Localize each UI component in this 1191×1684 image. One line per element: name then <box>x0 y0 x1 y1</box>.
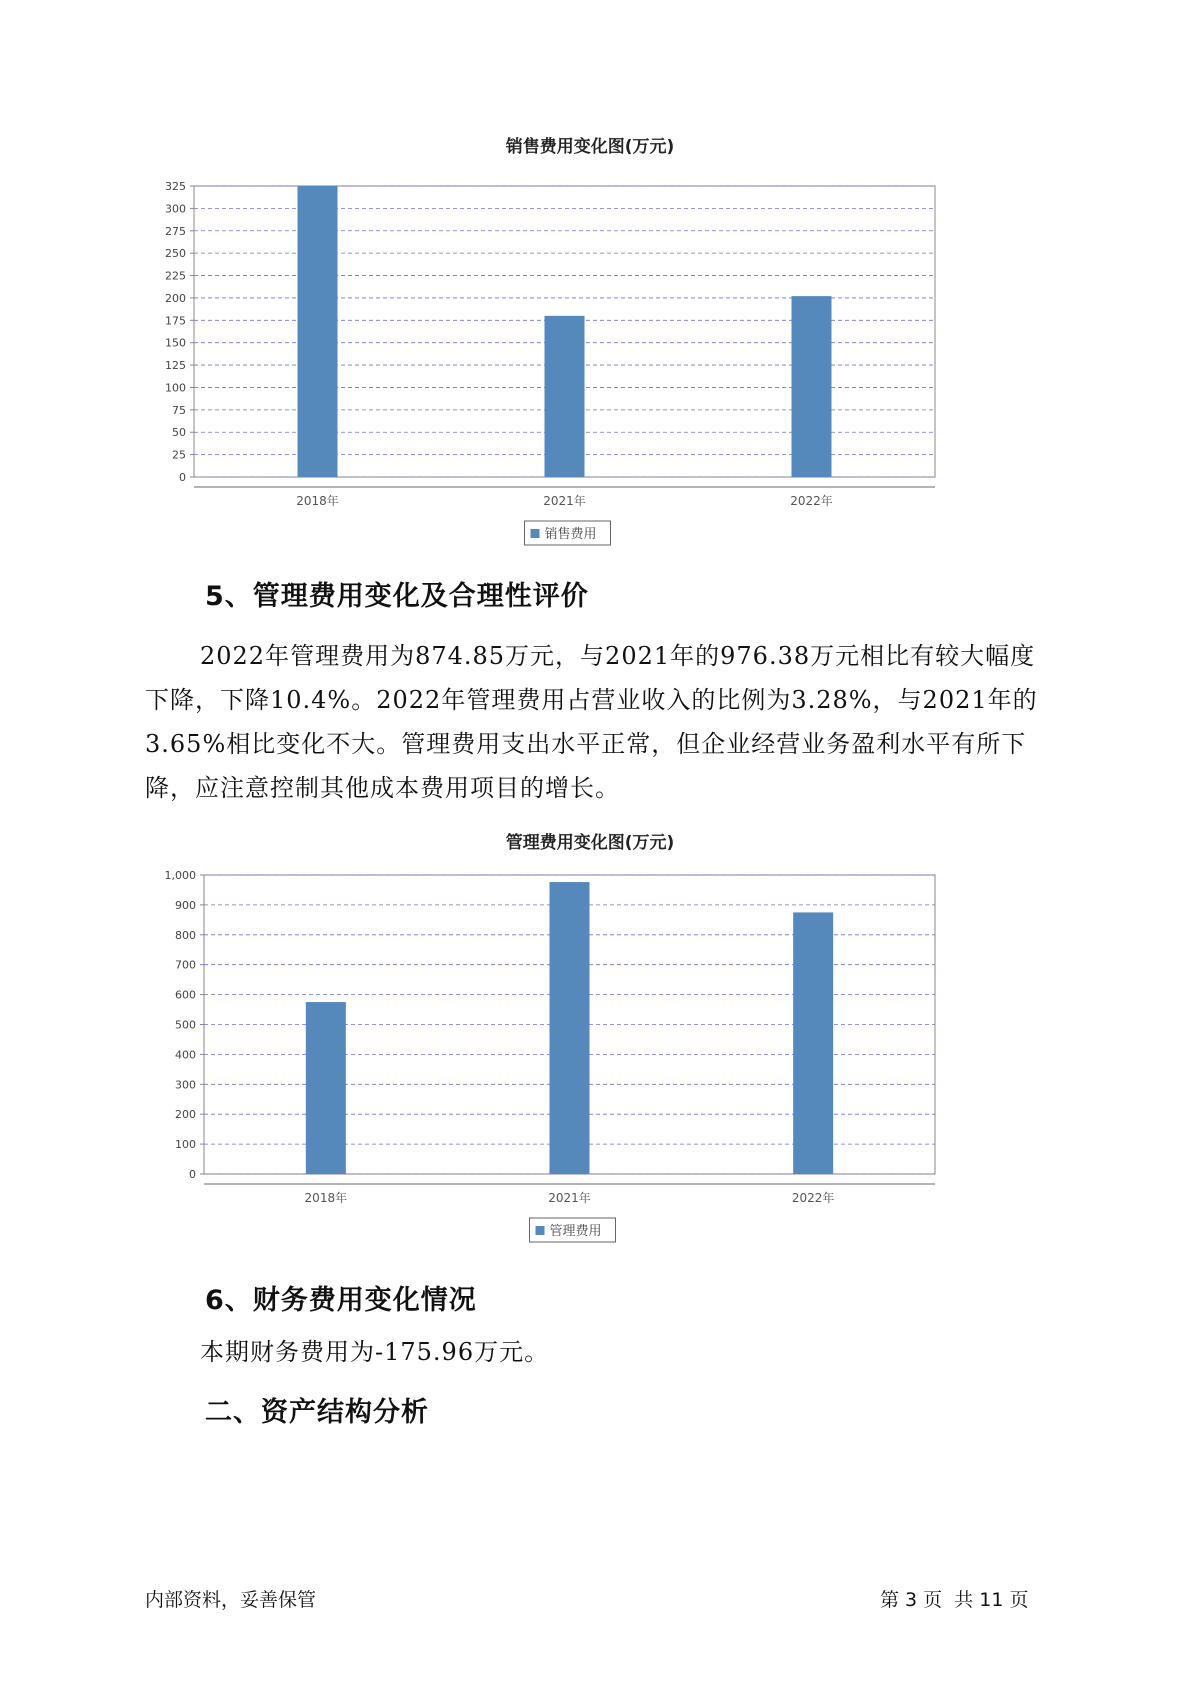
y-tick-label: 125 <box>165 359 186 373</box>
y-tick-label: 175 <box>165 314 186 328</box>
bar <box>792 296 832 477</box>
y-tick-label: 250 <box>165 247 186 261</box>
y-tick-label: 300 <box>165 202 186 216</box>
chart-title: 管理费用变化图(万元) <box>505 833 675 853</box>
y-tick-label: 600 <box>175 988 196 1002</box>
bar <box>545 316 585 477</box>
y-tick-label: 800 <box>175 928 196 942</box>
admin-expense-chart <box>140 826 1040 1246</box>
finance-expense-text: 本期财务费用为-175.96万元。 <box>200 1338 550 1366</box>
y-tick-label: 150 <box>165 336 186 350</box>
y-tick-label: 325 <box>165 180 186 193</box>
y-tick-label: 700 <box>175 958 196 972</box>
admin-analysis-paragraph <box>145 634 1055 810</box>
y-tick-label: 200 <box>165 291 186 305</box>
legend-label: 销售费用 <box>544 527 597 542</box>
section-heading-asset-structure: 二、资产结构分析 <box>205 1397 429 1428</box>
y-tick-label: 0 <box>179 471 186 484</box>
y-tick-label: 200 <box>175 1108 196 1122</box>
legend-swatch <box>531 529 540 538</box>
admin-expense-chart-svg <box>140 826 1040 1246</box>
y-tick-label: 100 <box>175 1138 196 1152</box>
footer-page-number: 第 3 页 共 11 页 <box>880 1589 1029 1611</box>
finance-expense-paragraph <box>145 1330 1055 1374</box>
bar <box>298 186 338 477</box>
section-heading-finance-expense: 6、财务费用变化情况 <box>205 1285 477 1316</box>
admin-analysis-text: 2022年管理费用为874.85万元，与2021年的976.38万元相比有较大幅度下降，下降10.4%。2022年管理费用占营业收入的比例为3.28%，与2021年的3.65%相比变化不大。管理费用支出水平正常，但企业经营业务盈利水平有所下降，应注意控制其他成本费用项目的增长。 <box>145 642 1038 802</box>
y-tick-label: 75 <box>172 403 186 417</box>
legend-label: 管理费用 <box>549 1224 602 1239</box>
y-tick-label: 1,000 <box>164 869 196 882</box>
bar <box>793 912 833 1174</box>
x-tick-label: 2022年 <box>791 1191 835 1205</box>
sales-expense-chart-svg <box>140 130 1040 550</box>
y-tick-label: 275 <box>165 224 186 238</box>
sales-expense-chart <box>140 130 1040 550</box>
y-tick-label: 225 <box>165 269 186 283</box>
y-tick-label: 100 <box>165 381 186 395</box>
x-tick-label: 2018年 <box>304 1191 348 1205</box>
y-tick-label: 300 <box>175 1078 196 1092</box>
legend-swatch <box>536 1226 545 1235</box>
y-tick-label: 400 <box>175 1048 196 1062</box>
y-tick-label: 0 <box>189 1168 196 1181</box>
y-tick-label: 500 <box>175 1018 196 1032</box>
y-tick-label: 900 <box>175 898 196 912</box>
bar <box>306 1002 346 1174</box>
bar <box>550 882 590 1174</box>
footer-left: 内部资料，妥善保管 <box>145 1589 317 1611</box>
chart-title: 销售费用变化图(万元) <box>505 137 675 157</box>
x-tick-label: 2018年 <box>296 494 339 508</box>
x-tick-label: 2022年 <box>790 494 833 508</box>
y-tick-label: 25 <box>172 448 186 462</box>
section-heading-admin-expense: 5、管理费用变化及合理性评价 <box>205 581 589 612</box>
y-tick-label: 50 <box>172 426 186 440</box>
x-tick-label: 2021年 <box>543 494 586 508</box>
x-tick-label: 2021年 <box>548 1191 591 1205</box>
